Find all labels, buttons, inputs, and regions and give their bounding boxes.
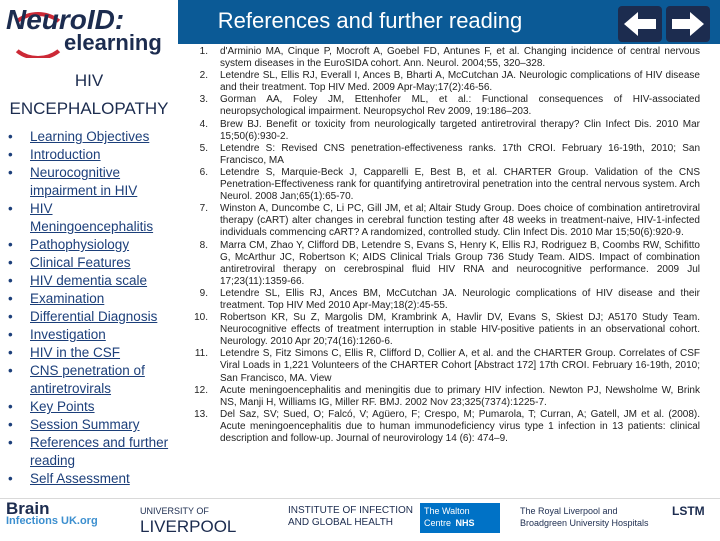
sidebar-item[interactable]: • HIV dementia scale [8,272,174,290]
reference-text: Robertson KR, Su Z, Margolis DM, Krambrink A, Havlir DV, Evans S, Skiest DJ; A5170 Study Team. Neurocognitive effects of treatment interruption in stable HIV-positive patients in an observational cohort. Neurology. 2010 Apr 20;74(16):1260-6. [220,312,700,348]
reference-number: 4. [199,118,208,130]
reference-number: 5. [199,142,208,154]
reference-text: Gorman AA, Foley JM, Ettenhofer ML, et al.: Functional consequences of HIV-associated neuropsychological impairment. Neuropsychol Rev 2009, 19:186–203. [220,94,700,118]
rlbuh-line1: The Royal Liverpool and [520,506,618,516]
reference-item [186,409,700,445]
reference-text: Letendre S, Marquie-Beck J, Capparelli E, Best B, et al. CHARTER Group. Validation of the CNS Penetration-Effectiveness rank for quantifying antiretroviral penetration into the central nervous system. Arch Neurol. 2008 Jan;65(1):65-70. [220,166,700,203]
reference-text: Del Saz, SV; Sued, O; Falcó, V; Agüero, F; Crespo, M; Pumarola, T; Curran, A; Gatell, JM et al. (2008). Acute meningoencephalitis due to human immunodeficiency virus type 1 infection in 13 patients: clinical description and follow-up. Journal of neurovirology 14 (6): 474–9. [220,408,700,444]
reference-number: 1. [199,46,208,57]
reference-item [186,240,700,288]
sidebar-item[interactable]: • Investigation [8,326,174,344]
uol-line2: LIVERPOOL [140,517,237,536]
reference-item [186,143,700,167]
reference-item [186,70,700,94]
reference-item [186,46,700,70]
sidebar-item[interactable]: • HIV in the CSF [8,344,174,362]
lstm-logo: LSTM [672,504,705,518]
brain-text: Brain [6,499,50,518]
sidebar-item[interactable]: • Neurocognitive impairment in HIV [8,164,174,200]
reference-number: 6. [199,166,208,178]
arrow-left-icon [618,6,662,42]
sidebar-item[interactable]: • Session Summary [8,416,174,434]
reference-text: Acute meningoencephalitis and meningitis due to primary HIV infection. Newton PJ, Newsholme W, Brink NS, Manji H, Williams IG, Miller RF. BMJ. 2002 Nov 23;325(7374):1225-7. [220,384,700,408]
reference-list [186,46,700,445]
logo-main-text: NeuroID: [6,4,125,35]
uol-line1: UNIVERSITY OF [140,506,209,516]
sidebar-item[interactable]: • CNS penetration of antiretrovirals [8,362,174,398]
brain-infections-logo [6,499,98,527]
logo-sub-text: elearning [64,30,162,55]
reference-text: d'Arminio MA, Cinque P, Mocroft A, Goebel FD, Antunes F, et al. Changing incidence of central nervous system diseases in the EuroSIDA cohort. Ann. Neurol. 2004;55, 320–328. [220,46,700,70]
sidebar-item[interactable]: • Differential Diagnosis [8,308,174,326]
reference-item [186,94,700,118]
sidebar-item[interactable]: • Examination [8,290,174,308]
reference-item [186,312,700,348]
walton-centre-logo [420,503,500,533]
sidebar-item[interactable]: • References and further reading [8,434,174,470]
sidebar-nav [8,128,174,488]
rlbuh-line2: Broadgreen University Hospitals [520,518,649,528]
arrow-right-icon [666,6,710,42]
reference-item [186,385,700,409]
section-title-line2: ENCEPHALOPATHY [9,99,169,118]
reference-number: 12. [194,384,208,396]
reference-text: Winston A, Duncombe C, Li PC, Gill JM, et al; Altair Study Group. Does choice of combination antiretroviral therapy (cART) alter changes in cerebral function testing after 48 weeks in treatment-naive, HIV-1-infected individuals commencing cART? A randomized, controlled study. Clin Infect Dis. 2010 Mar 15;50(6):920-9. [220,203,700,239]
sidebar-item[interactable]: • HIV Meningoencephalitis [8,200,174,236]
reference-number: 8. [199,239,208,251]
reference-number: 2. [199,70,208,82]
sidebar-item[interactable]: • Key Points [8,398,174,416]
reference-item [186,119,700,143]
sidebar-item[interactable]: • Clinical Features [8,254,174,272]
sidebar-item[interactable]: • Learning Objectives [8,128,174,146]
reference-item [186,167,700,203]
footer-logos [0,498,720,541]
reference-text: Brew BJ. Benefit or toxicity from neurologically targeted antiretroviral therapy? Clin Infect Dis. 2010 Mar 15;50(6):930-2. [220,118,700,142]
reference-number: 9. [199,287,208,299]
section-title-line1: HIV [74,71,104,90]
uol-logo [140,505,236,537]
prev-button[interactable] [618,6,662,42]
section-title [0,70,178,120]
reference-text: Marra CM, Zhao Y, Clifford DB, Letendre S, Evans S, Henry K, Ellis RJ, Rodriguez B, Coombs RW, Schifitto G, McArthur JC, Robertson K; AIDS Clinical Trials Group 736 Study Team. AIDS. Impact of combination antiretroviral therapy on cerebrospinal fluid HIV RNA and neurocognitive performance. 2009 Jul 17;23(11):1359-66. [220,239,700,287]
walton-text: The Walton Centre [424,506,470,528]
reference-item [186,203,700,239]
reference-number: 7. [199,203,208,215]
reference-item [186,348,700,384]
page-title: References and further reading [217,8,523,33]
reference-number: 3. [199,94,208,106]
walton-nhs: NHS [455,518,475,528]
reference-number: 11. [194,348,208,360]
reference-number: 13. [194,408,208,420]
reference-text: Letendre SL, Ellis RJ, Everall I, Ances B, Bharti A, McCutchan JA. Neurologic complications of HIV disease and their treatment. Top HIV Med. 2009 Apr-May;17(2):46-56. [220,70,700,94]
rlbuh-logo [520,505,649,529]
neuroid-logo [0,0,178,58]
sidebar-item[interactable]: • Pathophysiology [8,236,174,254]
igh-line2: AND GLOBAL HEALTH [288,517,394,528]
sidebar-item[interactable]: • Self Assessment [8,470,174,488]
igh-line1: INSTITUTE OF INFECTION [288,505,413,516]
reference-number: 10. [194,312,208,324]
brain-sub-text: Infections UK.org [6,515,98,527]
reference-text: Letendre S: Revised CNS penetration-effectiveness ranks. 17th CROI. February 16-19th, 2010; San Francisco, MA [220,142,700,166]
igh-logo [288,505,413,529]
sidebar-item[interactable]: • Introduction [8,146,174,164]
reference-text: Letendre SL, Ellis RJ, Ances BM, McCutchan JA. Neurologic complications of HIV disease and their treatment. Top HIV Med 2010 Apr-May;18(2):45-55. [220,287,700,311]
next-button[interactable] [666,6,710,42]
reference-text: Letendre S, Fitz Simons C, Ellis R, Clifford D, Collier A, et al. and the CHARTER Group. Correlates of CSF Viral Loads in 1,221 Volunteers of the CHARTER Cohort [Abstract 172] 17th CROI. February 16-19th, 2010; San Francisco, MA. View [220,348,700,384]
reference-item [186,288,700,312]
